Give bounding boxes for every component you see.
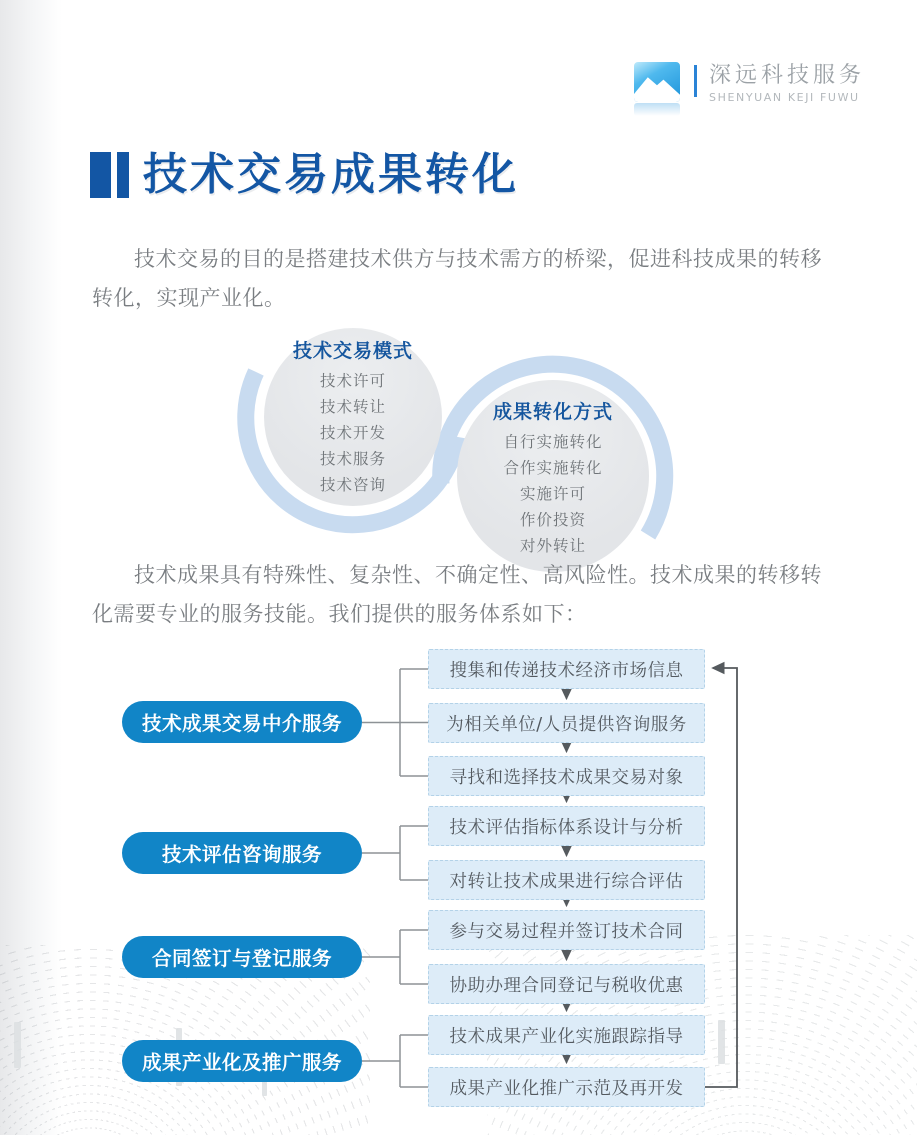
service-pill-evaluation: 技术评估咨询服务 <box>122 832 362 874</box>
circle-item: 作价投资 <box>519 511 586 529</box>
page-edge-shading <box>0 0 62 1135</box>
circle-title: 技术交易模式 <box>292 340 413 362</box>
flow-step-box: 对转让技术成果进行综合评估 <box>428 860 705 900</box>
flow-step-box: 搜集和传递技术经济市场信息 <box>428 649 705 689</box>
circle-item: 技术咨询 <box>319 476 386 494</box>
logo-divider <box>694 65 697 97</box>
bracket-group-2 <box>362 826 428 880</box>
bracket-group-3 <box>362 930 428 984</box>
mountain-logo-icon <box>634 62 680 102</box>
flow-step-box: 为相关单位/人员提供咨询服务 <box>428 703 705 743</box>
circle-item: 技术转让 <box>319 398 386 416</box>
circle-item: 对外转让 <box>519 537 586 555</box>
page-title-row <box>90 149 519 200</box>
circle-item: 合作实施转化 <box>503 459 603 477</box>
flow-step-box: 技术成果产业化实施跟踪指导 <box>428 1015 705 1055</box>
body-paragraph: 技术成果具有特殊性、复杂性、不确定性、高风险性。技术成果的转移转化需要专业的服务技能。我们提供的服务体系如下： <box>92 563 822 626</box>
page-title: 技术交易成果转化 <box>143 149 519 200</box>
mountain-shape <box>634 62 680 102</box>
flow-step-box: 成果产业化推广示范及再开发 <box>428 1067 705 1107</box>
title-accent-block <box>117 152 129 198</box>
skyline-bar-decoration <box>718 1020 725 1064</box>
circle-transform-methods <box>457 380 649 572</box>
circle-title: 成果转化方式 <box>492 401 613 423</box>
circle-item: 技术开发 <box>319 424 386 442</box>
flow-step-box: 参与交易过程并签订技术合同 <box>428 910 705 950</box>
bracket-group-1 <box>362 669 428 776</box>
circle-trade-modes <box>264 328 442 506</box>
circle-item: 技术服务 <box>319 450 386 468</box>
circle-item: 技术许可 <box>319 372 386 390</box>
logo-reflection <box>634 103 680 116</box>
flow-step-box: 协助办理合同登记与税收优惠 <box>428 964 705 1004</box>
service-pill-contract: 合同签订与登记服务 <box>122 936 362 978</box>
brand-subtitle: SHENYUAN KEJI FUWU <box>709 91 860 104</box>
flow-step-box: 技术评估指标体系设计与分析 <box>428 806 705 846</box>
service-pill-industrialization: 成果产业化及推广服务 <box>122 1040 362 1082</box>
brand-logo <box>634 62 865 116</box>
flow-step-box: 寻找和选择技术成果交易对象 <box>428 756 705 796</box>
circle-item: 自行实施转化 <box>503 433 603 451</box>
intro-paragraph: 技术交易的目的是搭建技术供方与技术需方的桥梁，促进科技成果的转移转化，实现产业化。 <box>92 247 822 310</box>
skyline-bar-decoration <box>14 1022 21 1068</box>
bracket-group-4 <box>362 1035 428 1087</box>
service-pill-intermediary: 技术成果交易中介服务 <box>122 701 362 743</box>
brand-name: 深远科技服务 <box>709 63 866 88</box>
circle-item: 实施许可 <box>519 485 586 503</box>
title-accent-block <box>90 152 111 198</box>
